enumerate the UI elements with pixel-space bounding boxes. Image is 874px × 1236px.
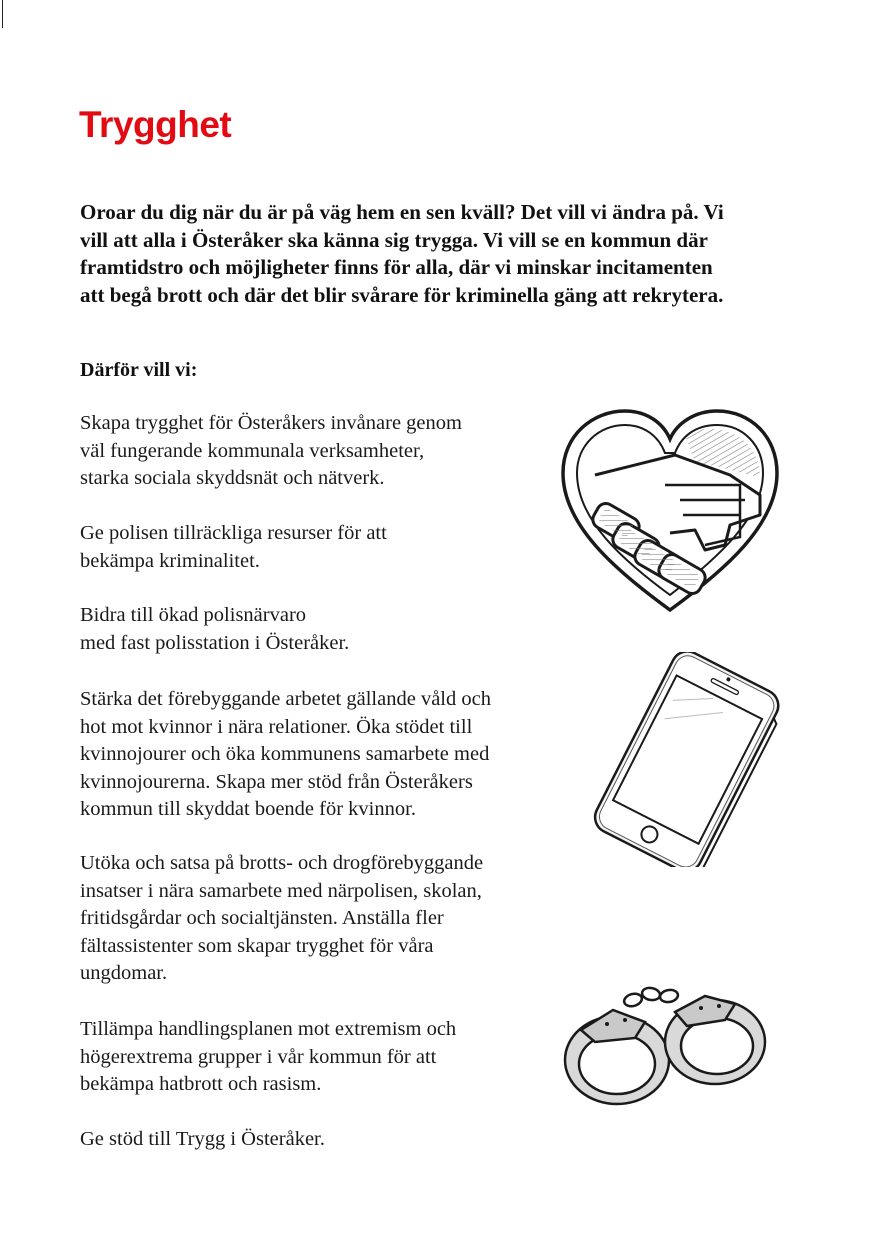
paragraph-line: starka sociala skyddsnät och nätverk. [80,467,385,489]
intro-line: vill att alla i Österåker ska känna sig trygga. Vi vill se en kommun där [80,227,708,252]
heart-handshake-icon [555,405,785,620]
paragraph-line: kommun till skyddat boende för kvinnor. [80,798,416,820]
section-heading: Därför vill vi: [80,359,198,381]
intro-text [80,199,810,309]
paragraph-line: Ge polisen tillräckliga resurser för att [80,522,387,544]
smartphone-icon [582,652,787,867]
paragraph-line: fältassistenter som skapar trygghet för våra [80,934,434,957]
paragraph-forebyggande [80,850,483,988]
paragraph-line: bekämpa kriminalitet. [80,549,260,572]
paragraph-line: väl fungerande kommunala verksamheter, [80,439,425,462]
paragraph-line: bekämpa hatbrott och rasism. [80,1073,322,1095]
paragraph-trygg [80,1126,325,1154]
paragraph-kvinnor [80,686,491,824]
paragraph-line: Tillämpa handlingsplanen mot extremism och [80,1018,457,1040]
intro-line: Oroar du dig när du är på väg hem en sen kväll? Det vill vi ändra på. Vi [80,200,724,224]
paragraph-line: fritidsgårdar och socialtjänsten. Anställa fler [80,907,444,929]
paragraph-line: Ge stöd till Trygg i Österåker. [80,1128,325,1150]
paragraph-line: Utöka och satsa på brotts- och drogförebyggande [80,852,484,874]
paragraph-line: insatser i nära samarbete med närpolisen, skolan, [80,879,482,902]
paragraph-polisen [80,520,387,575]
paragraph-extremism [80,1016,456,1099]
intro-line: framtidstro och möjligheter finns för alla, där vi minskar incitamenten [80,255,713,279]
paragraph-trygghet [80,410,462,493]
paragraph-line: Stärka det förebyggande arbetet gällande våld och [80,688,491,710]
page-title: Trygghet [79,104,232,145]
crop-mark [2,0,3,28]
paragraph-line: ungdomar. [80,962,168,984]
paragraph-line: högerextrema grupper i vår kommun för att [80,1045,437,1068]
paragraph-line: hot mot kvinnor i nära relationer. Öka stödet till [80,715,473,738]
paragraph-polisnarvaro [80,602,349,657]
paragraph-line: Bidra till ökad polisnärvaro [80,604,307,626]
paragraph-line: Skapa trygghet för Österåkers invånare genom [80,412,462,434]
paragraph-line: kvinnojourerna. Skapa mer stöd från Österåkers [80,770,473,793]
paragraph-line: med fast polisstation i Österåker. [80,631,350,654]
handcuffs-icon [555,982,770,1117]
intro-line: att begå brott och där det blir svårare för kriminella gäng att rekrytera. [80,282,724,307]
paragraph-line: kvinnojourer och öka kommunens samarbete med [80,743,490,765]
